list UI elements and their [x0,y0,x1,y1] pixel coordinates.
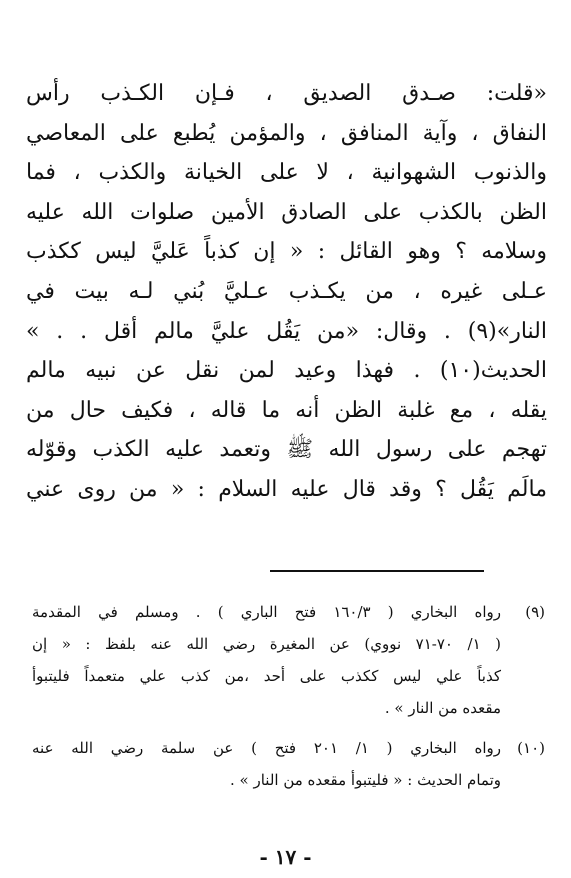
footnote-line: كذباً علي ليس ككذب على أحد ،من كذب علي متعمداً فليتبوأ [32,667,501,685]
main-text-block [26,74,547,510]
footnote-line: ( ١/ ٧٠-٧١ نووي) عن المغيرة رضي الله عنه بلفظ : « إن [32,635,502,653]
main-text-line: والذنوب الشهوانية ، لا على الخيانة والكذب ، فما [26,160,547,186]
main-text-line: يقله ، مع غلبة الظن أنه ما قاله ، فكيف حال من [26,397,547,423]
footnote-line: رواه البخاري ( ١٦٠/٣ فتح الباري ) . ومسلم في المقدمة [32,603,501,621]
footnote-9 [32,596,545,724]
main-text-line: النار»(٩) . وقال: «من يَقُل عليَّ مالم أقل . . » [26,318,547,344]
footnote-line: وتمام الحديث : « فليتبوأ مقعده من النار » . [230,771,501,789]
main-text-line: تهجم على رسول الله ﷺ وتعمد عليه الكذب وقوّله [26,437,547,463]
main-text-line: الظن بالكذب على الصادق الأمين صلوات الله عليه [26,199,547,225]
footnotes-block [32,596,545,796]
footnote-line: رواه البخاري ( ١/ ٢٠١ فتح ) عن سلمة رضي الله عنه [32,739,502,757]
footnote-line: مقعده من النار » . [384,699,501,717]
footnote-separator [270,570,484,572]
footnote-gap [32,724,545,732]
page-number: - ١٧ - [259,845,312,869]
footnote-body [32,596,501,724]
main-text-line: النفاق ، وآية المنافق ، والمؤمن يُطبع على المعاصي [26,120,547,146]
footnote-number: (٩) [525,603,545,621]
footnote-10 [32,732,545,796]
main-text-line: «قلت: صـدق الصديق ، فـإن الكـذب رأس [26,81,547,106]
main-text-line: الحديث(١٠) . فهذا وعيد لمن نقل عن نبيه مالم [26,358,547,384]
footnote-body [32,732,501,796]
footnote-number: (١٠) [517,739,545,757]
main-text-line: وسلامه ؟ وهو القائل : « إن كذباً عَليَّ ليس ككذب [26,239,547,265]
main-text-line: مالَم يَقُل ؟ وقد قال عليه السلام : « من روى عني [26,476,547,502]
main-text-line: عـلى غيره ، من يكـذب عـليَّ بُني لـه بيت في [26,278,547,304]
